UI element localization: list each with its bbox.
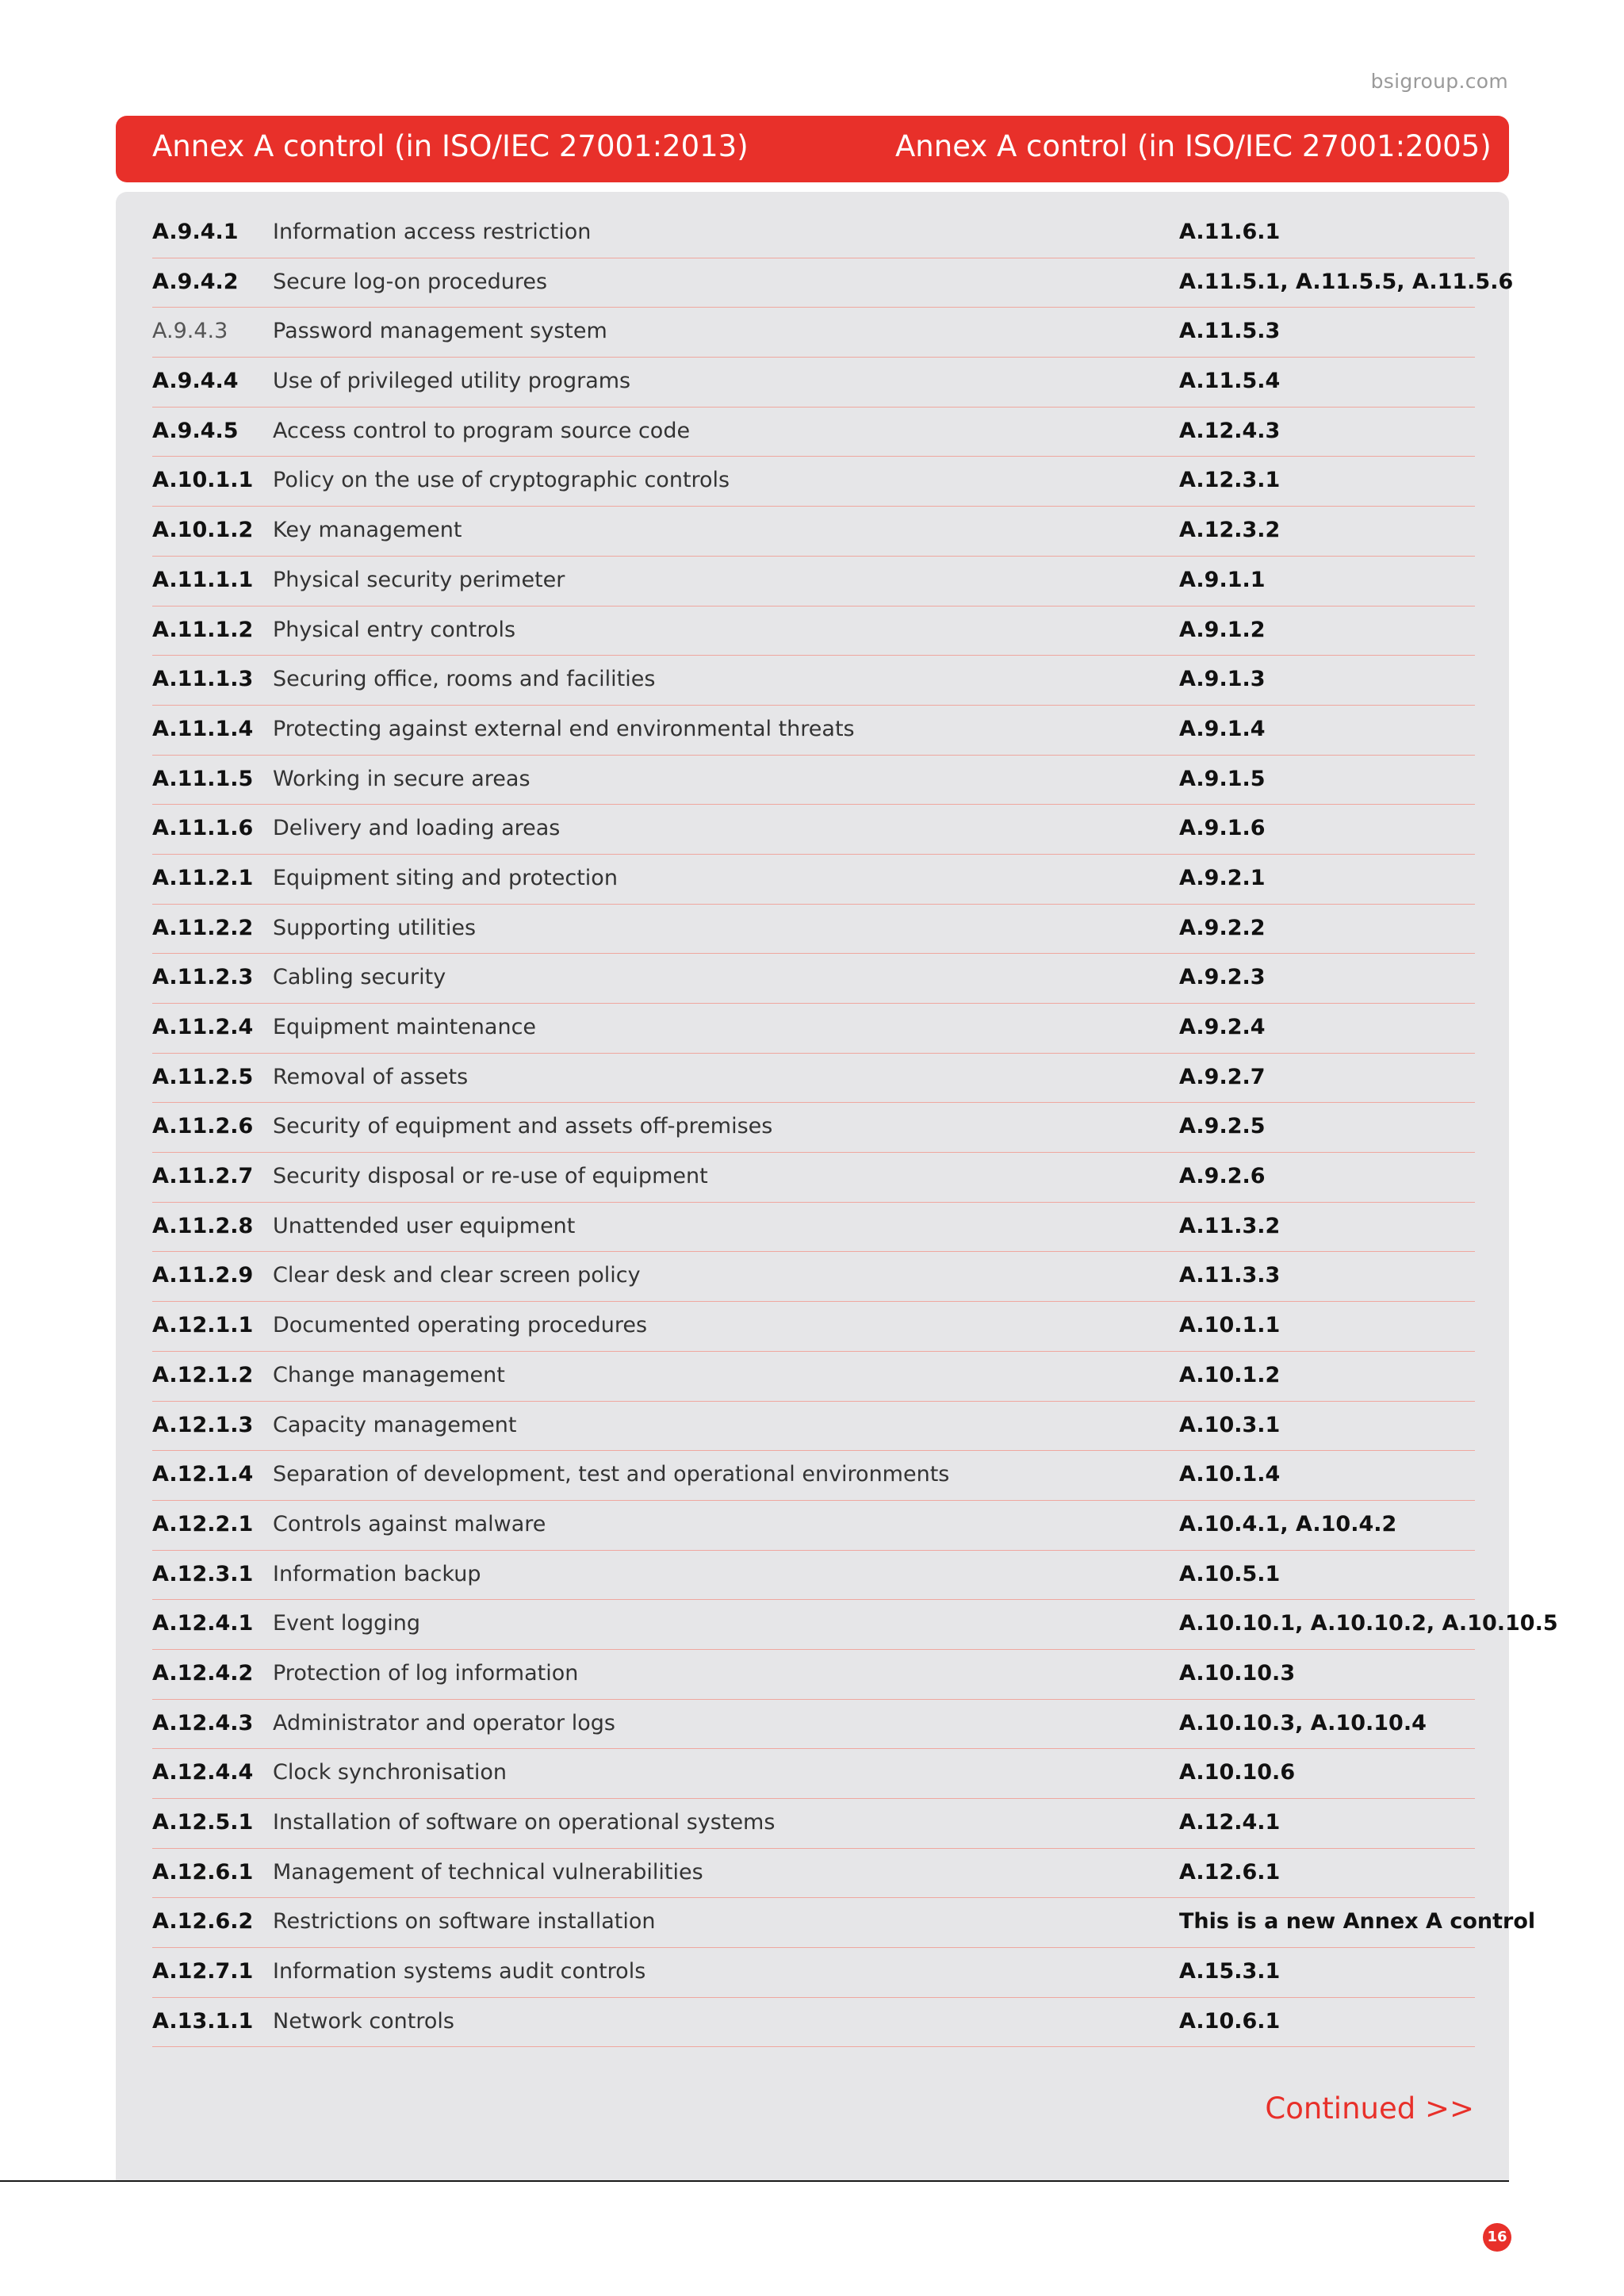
control-2013-id: A.11.2.7 <box>152 1164 254 1189</box>
control-description: Clock synchronisation <box>273 1760 508 1785</box>
control-description: Securing office, rooms and facilities <box>273 667 656 692</box>
control-2013-id: A.12.1.4 <box>152 1462 254 1487</box>
control-description: Information access restriction <box>273 220 592 244</box>
control-description: Working in secure areas <box>273 766 530 791</box>
control-description: Delivery and loading areas <box>273 816 561 841</box>
control-2005-id: A.9.1.5 <box>1179 766 1266 791</box>
control-2005-id: A.11.5.4 <box>1179 369 1281 394</box>
table-row <box>152 308 1475 358</box>
control-2005-id: A.9.2.5 <box>1179 1114 1266 1139</box>
table-row <box>152 1551 1475 1601</box>
control-2013-id: A.12.4.2 <box>152 1660 254 1686</box>
table-row <box>152 1849 1475 1899</box>
table-row <box>152 1799 1475 1849</box>
table-row <box>152 1103 1475 1153</box>
table-row <box>152 954 1475 1004</box>
table-row <box>152 1898 1536 1948</box>
control-2005-id: A.12.6.1 <box>1179 1859 1281 1885</box>
control-description: Password management system <box>273 319 607 344</box>
table-row <box>152 905 1475 955</box>
control-2013-id: A.11.1.4 <box>152 716 254 741</box>
control-2013-id: A.12.3.1 <box>152 1561 254 1586</box>
mapping-table <box>116 192 1558 2180</box>
control-2005-id: A.10.6.1 <box>1179 2008 1281 2034</box>
control-2005-id: A.11.5.3 <box>1179 319 1281 344</box>
control-2013-id: A.12.1.2 <box>152 1362 254 1387</box>
control-2005-id: A.9.1.3 <box>1179 667 1266 692</box>
table-row <box>152 258 1514 308</box>
table-row <box>152 1203 1475 1253</box>
control-2013-id: A.9.4.3 <box>152 319 228 344</box>
table-row <box>152 607 1475 656</box>
site-url: bsigroup.com <box>1370 70 1508 93</box>
control-2013-id: A.11.2.9 <box>152 1263 254 1288</box>
table-row <box>152 1451 1475 1501</box>
control-description: Equipment maintenance <box>273 1015 537 1039</box>
table-row <box>152 1749 1475 1799</box>
control-2005-id: A.15.3.1 <box>1179 1959 1281 1984</box>
table-row <box>152 1402 1475 1452</box>
control-2013-id: A.9.4.5 <box>152 418 239 443</box>
control-2005-id: A.10.10.3 <box>1179 1660 1296 1686</box>
control-2005-id: A.9.2.3 <box>1179 965 1266 990</box>
control-description: Clear desk and clear screen policy <box>273 1263 641 1288</box>
footer-divider <box>0 2180 1509 2182</box>
control-2013-id: A.12.4.4 <box>152 1760 254 1785</box>
control-2005-id: A.10.10.6 <box>1179 1760 1296 1785</box>
control-description: Installation of software on operational systems <box>273 1810 776 1835</box>
control-description: Network controls <box>273 2008 454 2034</box>
control-2013-id: A.12.2.1 <box>152 1511 254 1536</box>
control-description: Supporting utilities <box>273 915 477 940</box>
table-row <box>152 805 1475 855</box>
table-row <box>152 756 1475 806</box>
page-number-badge: 16 <box>1483 2223 1511 2252</box>
control-description: Information backup <box>273 1561 481 1586</box>
control-2013-id: A.9.4.1 <box>152 220 239 244</box>
control-2013-id: A.10.1.1 <box>152 468 254 493</box>
control-description: Security of equipment and assets off-premises <box>273 1114 773 1139</box>
control-2013-id: A.11.2.2 <box>152 915 254 940</box>
table-row <box>152 507 1475 557</box>
control-2013-id: A.12.4.1 <box>152 1611 254 1636</box>
control-2005-id: A.11.3.2 <box>1179 1213 1281 1238</box>
table-row <box>152 855 1475 905</box>
table-row <box>152 358 1475 408</box>
control-2005-id: A.9.2.6 <box>1179 1164 1266 1189</box>
header-2005-label: Annex A control (in ISO/IEC 27001:2005) <box>895 129 1492 163</box>
table-row <box>152 1153 1475 1203</box>
control-2013-id: A.13.1.1 <box>152 2008 254 2034</box>
control-2013-id: A.12.4.3 <box>152 1710 254 1735</box>
control-description: Restrictions on software installation <box>273 1909 656 1934</box>
table-row <box>152 1650 1475 1700</box>
continued-link[interactable]: Continued >> <box>1265 2091 1474 2126</box>
control-2005-id: A.10.10.1, A.10.10.2, A.10.10.5 <box>1179 1611 1558 1636</box>
control-description: Equipment siting and protection <box>273 865 618 890</box>
control-2013-id: A.11.2.1 <box>152 865 254 890</box>
control-2013-id: A.11.1.1 <box>152 567 254 592</box>
control-2005-id: A.9.1.1 <box>1179 567 1266 592</box>
table-row <box>152 706 1475 756</box>
control-2005-id: A.9.2.1 <box>1179 865 1266 890</box>
control-2013-id: A.12.6.1 <box>152 1859 254 1885</box>
table-row <box>152 1700 1475 1750</box>
control-2013-id: A.11.1.2 <box>152 617 254 642</box>
table-row <box>152 1302 1475 1352</box>
control-description: Change management <box>273 1362 505 1387</box>
control-2005-id: A.9.2.7 <box>1179 1064 1266 1089</box>
control-2005-id: A.9.2.4 <box>1179 1015 1266 1039</box>
control-2013-id: A.10.1.2 <box>152 518 254 543</box>
control-2013-id: A.12.1.3 <box>152 1412 254 1437</box>
control-2013-id: A.12.5.1 <box>152 1810 254 1835</box>
control-2013-id: A.9.4.2 <box>152 269 239 294</box>
control-2005-id: A.9.2.2 <box>1179 915 1266 940</box>
control-2013-id: A.12.7.1 <box>152 1959 254 1984</box>
control-2013-id: A.11.2.3 <box>152 965 254 990</box>
control-description: Management of technical vulnerabilities <box>273 1859 703 1885</box>
control-2013-id: A.11.2.5 <box>152 1064 254 1089</box>
control-description: Access control to program source code <box>273 418 691 443</box>
table-row <box>152 1998 1475 2048</box>
table-row <box>152 1948 1475 1998</box>
control-2013-id: A.11.2.8 <box>152 1213 254 1238</box>
control-2005-id: A.11.5.1, A.11.5.5, A.11.5.6 <box>1179 269 1514 294</box>
control-2005-id: A.10.10.3, A.10.10.4 <box>1179 1710 1427 1735</box>
control-description: Protection of log information <box>273 1660 579 1686</box>
control-2013-id: A.11.1.3 <box>152 667 254 692</box>
control-description: Event logging <box>273 1611 420 1636</box>
header-2013-label: Annex A control (in ISO/IEC 27001:2013) <box>152 129 749 163</box>
table-row <box>152 656 1475 706</box>
table-row <box>152 1252 1475 1302</box>
control-2005-id: A.12.4.3 <box>1179 418 1281 443</box>
control-2013-id: A.12.1.1 <box>152 1313 254 1338</box>
control-description: Protecting against external end environmental threats <box>273 716 855 741</box>
control-2013-id: A.11.1.6 <box>152 816 254 841</box>
control-2005-id: A.10.5.1 <box>1179 1561 1281 1586</box>
control-description: Security disposal or re-use of equipment <box>273 1164 708 1189</box>
table-row <box>152 557 1475 607</box>
control-description: Separation of development, test and operational environments <box>273 1462 950 1487</box>
control-2013-id: A.11.2.4 <box>152 1015 254 1039</box>
control-2005-id: A.10.1.1 <box>1179 1313 1281 1338</box>
control-2005-id: A.10.3.1 <box>1179 1412 1281 1437</box>
control-2013-id: A.11.1.5 <box>152 766 254 791</box>
control-2005-id: A.10.1.4 <box>1179 1462 1281 1487</box>
control-description: Documented operating procedures <box>273 1313 648 1338</box>
table-row <box>152 408 1475 457</box>
table-row <box>152 1352 1475 1402</box>
table-row <box>152 1501 1475 1551</box>
control-2005-id: A.10.4.1, A.10.4.2 <box>1179 1511 1397 1536</box>
control-2005-id: A.9.1.2 <box>1179 617 1266 642</box>
control-2013-id: A.12.6.2 <box>152 1909 254 1934</box>
table-body <box>152 209 1558 2047</box>
control-description: Controls against malware <box>273 1511 546 1536</box>
table-row <box>152 1004 1475 1054</box>
control-2005-id: A.12.3.1 <box>1179 468 1281 493</box>
control-description: Policy on the use of cryptographic controls <box>273 468 730 493</box>
control-2005-id: A.12.3.2 <box>1179 518 1281 543</box>
table-row <box>152 457 1475 507</box>
table-row <box>152 1054 1475 1104</box>
table-row <box>152 209 1475 258</box>
control-2005-id: This is a new Annex A control <box>1179 1909 1536 1934</box>
control-description: Information systems audit controls <box>273 1959 646 1984</box>
table-header <box>116 116 1509 182</box>
table-row <box>152 1600 1558 1650</box>
control-description: Key management <box>273 518 462 543</box>
control-description: Administrator and operator logs <box>273 1710 615 1735</box>
control-description: Capacity management <box>273 1412 517 1437</box>
control-description: Cabling security <box>273 965 446 990</box>
control-description: Unattended user equipment <box>273 1213 576 1238</box>
control-2005-id: A.10.1.2 <box>1179 1362 1281 1387</box>
control-2013-id: A.11.2.6 <box>152 1114 254 1139</box>
control-2013-id: A.9.4.4 <box>152 369 239 394</box>
control-description: Use of privileged utility programs <box>273 369 631 394</box>
control-2005-id: A.11.3.3 <box>1179 1263 1281 1288</box>
control-2005-id: A.9.1.6 <box>1179 816 1266 841</box>
control-description: Physical entry controls <box>273 617 516 642</box>
control-description: Removal of assets <box>273 1064 469 1089</box>
control-description: Secure log-on procedures <box>273 269 548 294</box>
control-2005-id: A.11.6.1 <box>1179 220 1281 244</box>
control-2005-id: A.9.1.4 <box>1179 716 1266 741</box>
control-description: Physical security perimeter <box>273 567 565 592</box>
control-2005-id: A.12.4.1 <box>1179 1810 1281 1835</box>
